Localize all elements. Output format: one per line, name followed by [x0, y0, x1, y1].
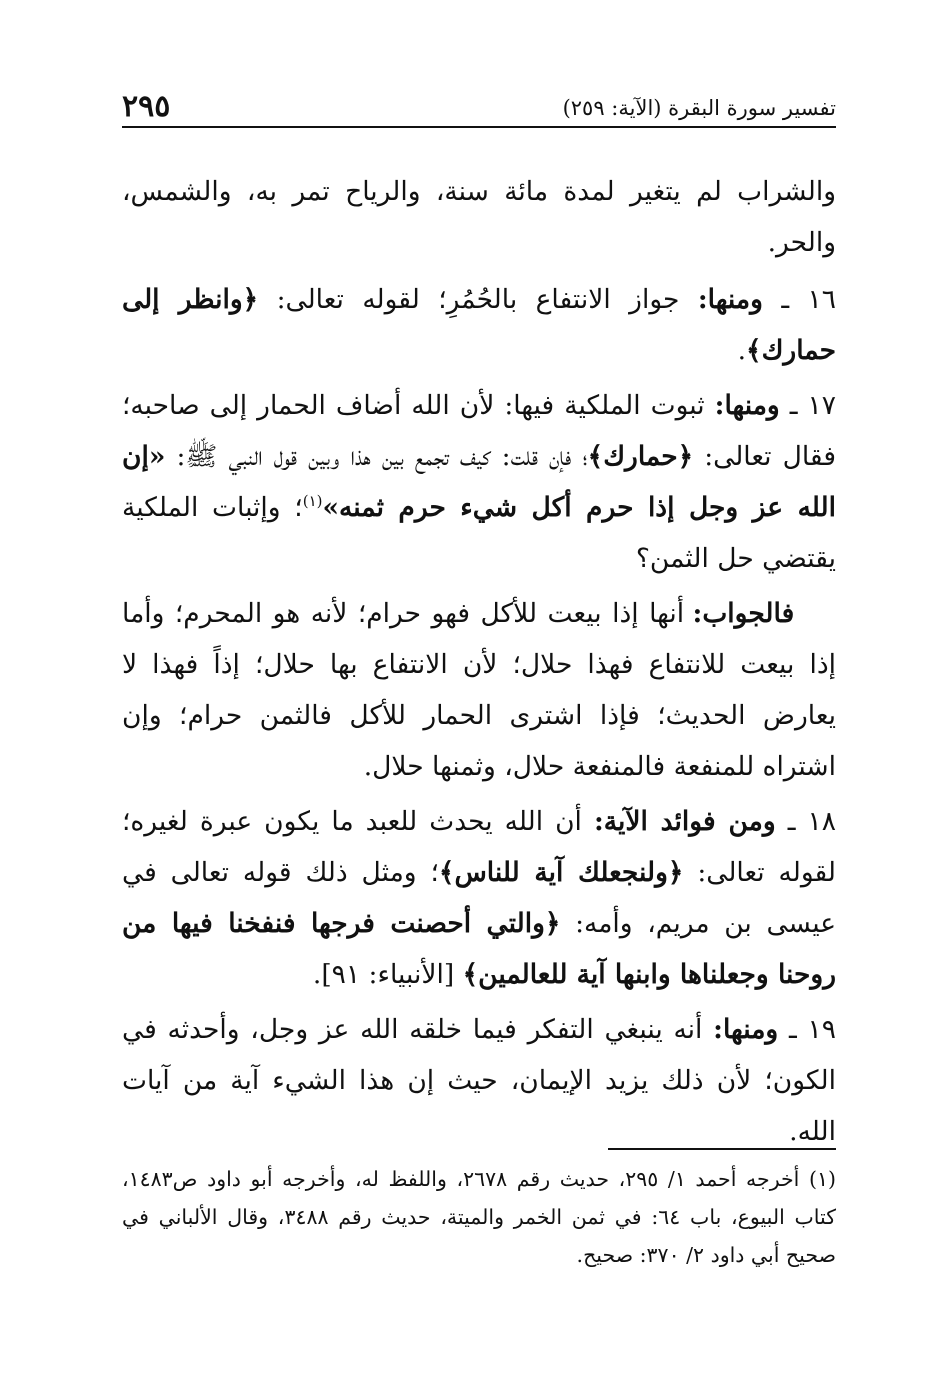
- item-label: ومن فوائد الآية:: [593, 806, 776, 837]
- paragraph-answer: [122, 588, 836, 792]
- item-number: ١٦ ـ: [762, 284, 836, 315]
- paragraph-text: جواز الانتفاع بالحُمُرِ؛ لقوله تعالى:: [258, 284, 698, 315]
- paragraph-text: ؛ ومثل ذلك قوله تعالى في عيسى بن مريم، وأمه:: [122, 857, 837, 939]
- quran-quote: ﴿حمارك﴾: [587, 441, 694, 472]
- paragraph-16: [122, 274, 836, 376]
- quran-quote: ﴿والتي أحصنت فرجها فنفخنا فيها من روحنا وجعلناها وابنها آية للعالمين﴾: [122, 908, 836, 990]
- answer-label: فالجواب:: [692, 598, 795, 629]
- item-number: ١٩ ـ: [778, 1014, 836, 1045]
- hadith-quote: «إن الله عز وجل إذا حرم أكل شيء حرم ثمنه»: [122, 441, 836, 523]
- item-number: ١٨ ـ: [775, 806, 836, 837]
- footnote-divider: [608, 1148, 836, 1150]
- item-number: ١٧ ـ: [779, 390, 836, 421]
- item-label: ومنها:: [714, 390, 780, 421]
- footnote-ref[interactable]: (١): [302, 492, 323, 511]
- quran-quote: ﴿وانظر إلى حمارك﴾: [122, 284, 836, 366]
- paragraph-17: [122, 380, 836, 584]
- main-text: [122, 166, 836, 1161]
- verse-citation: [الأنبياء: ٩١].: [312, 959, 463, 990]
- running-title: تفسير سورة البقرة (الآية: ٢٥٩): [562, 96, 836, 120]
- paragraph-text: ثبوت الملكية فيها: لأن الله أضاف الحمار إلى صاحبه؛ فقال تعالى:: [122, 390, 836, 472]
- footnote-1: (١) أخرجه أحمد ١/ ٢٩٥، حديث رقم ٢٦٧٨، واللفظ له، وأخرجه أبو داود ص١٤٨٣، كتاب البيوع، باب ٦٤: في ثمن الخمر والميتة، حديث رقم ٣٤٨٨، وقال الألباني في صحيح أبي داود ٢/ ٣٧٠: صحيح.: [122, 1167, 836, 1267]
- paragraph-19: [122, 1004, 836, 1157]
- paragraph-text: .: [737, 335, 747, 366]
- item-label: ومنها:: [697, 284, 763, 315]
- page-number: ٢٩٥: [122, 89, 171, 124]
- paragraph-text: أن الله يحدث للعبد ما يكون عبرة لغيره؛ لقوله تعالى:: [122, 806, 836, 888]
- footnotes: [122, 1160, 836, 1274]
- paragraph-continued: والشراب لم يتغير لمدة مائة سنة، والرياح تمر به، والشمس، والحر.: [122, 176, 836, 258]
- page-header: [122, 82, 836, 128]
- item-label: ومنها:: [713, 1014, 779, 1045]
- quran-quote: ﴿ولنجعلك آية للناس﴾: [438, 857, 684, 888]
- paragraph-text: ؛ وإثبات الملكية يقتضي حل الثمن؟: [122, 492, 836, 574]
- paragraph-text: أنه ينبغي التفكر فيما خلقه الله عز وجل، وأحدثه في الكون؛ لأن ذلك يزيد الإيمان، حيث إن هذا الشيء آية من آيات الله.: [122, 1014, 836, 1147]
- paragraph-text: ؛ فإن قلت: كيف تجمع بين هذا وبين قول النبي ﷺ:: [165, 441, 588, 472]
- paragraph-18: [122, 796, 836, 1000]
- paragraph-text: أنها إذا بيعت للأكل فهو حرام؛ لأنه هو المحرم؛ وأما إذا بيعت للانتفاع فهذا حلال؛ لأن الانتفاع بها حلال؛ إذاً فهذا لا يعارض الحديث؛ فإذا اشترى الحمار للأكل فالثمن حرام؛ وإن اشتراه للمنفعة فالمنفعة حلال، وثمنها حلال.: [122, 598, 836, 782]
